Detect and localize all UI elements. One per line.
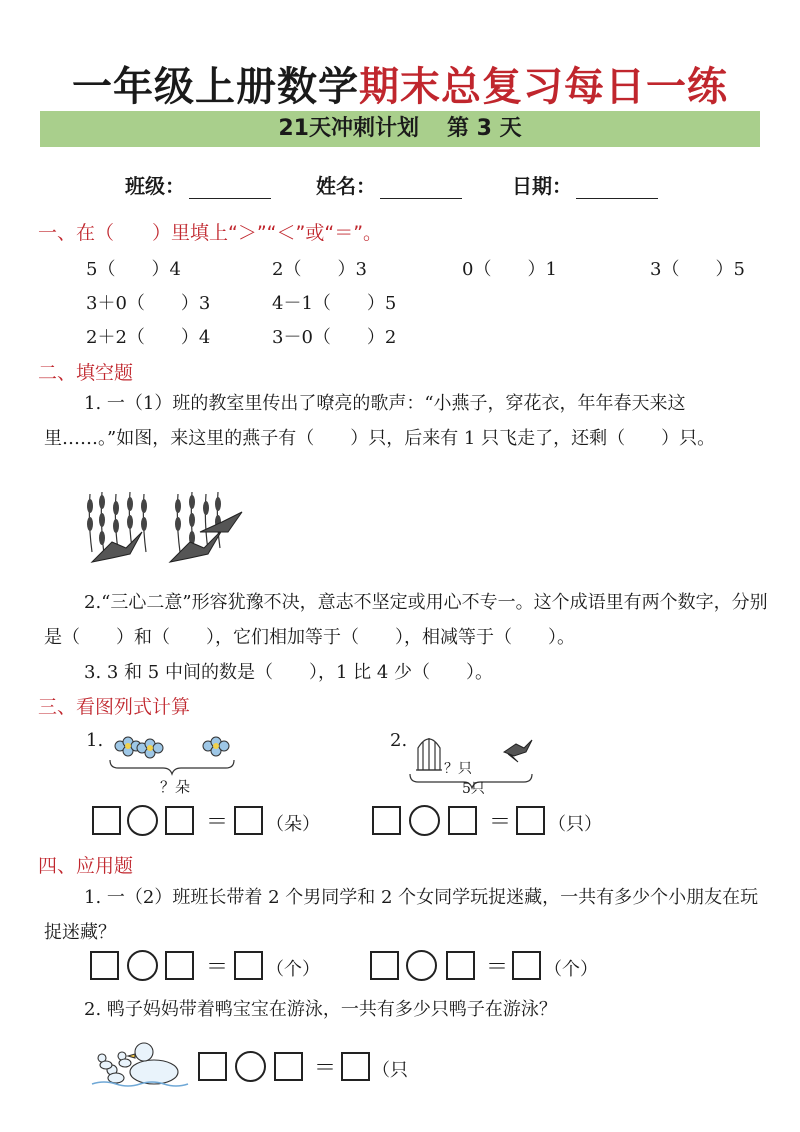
date-blank[interactable] — [576, 178, 658, 199]
s4-q1: 1. 一（2）班班长带着 2 个男同学和 2 个女同学玩捉迷藏，一共有多少个小朋友在玩捉迷藏？ — [44, 887, 759, 943]
plan-banner — [40, 111, 760, 147]
class-blank[interactable] — [189, 178, 271, 199]
answer-box[interactable] — [90, 951, 119, 980]
answer-box[interactable] — [516, 806, 545, 835]
s3-q2-unit: （只） — [548, 814, 602, 835]
answer-box[interactable] — [370, 951, 399, 980]
s4-q1-unit-b: （个） — [544, 959, 598, 980]
date-label: 日期： — [512, 174, 572, 198]
operator-circle[interactable] — [235, 1051, 266, 1082]
s1-item: 3（ ）5 — [650, 259, 745, 280]
s1-item: 2（ ）3 — [272, 259, 367, 280]
answer-box[interactable] — [372, 806, 401, 835]
name-label: 姓名： — [316, 174, 376, 198]
answer-box[interactable] — [92, 806, 121, 835]
operator-circle[interactable] — [409, 805, 440, 836]
answer-box[interactable] — [341, 1052, 370, 1081]
s4-q2-unit: （只 — [372, 1060, 408, 1081]
equals-sign: ＝ — [489, 810, 512, 835]
s3-q2-number: 2. — [390, 730, 408, 751]
s2-q2: 2.“三心二意”形容犹豫不决，意志不坚定或用心不专一。这个成语里有两个数字，分别是（ ）和（ ），它们相加等于（ ），相减等于（ ）。 — [44, 592, 768, 648]
class-label: 班级： — [125, 174, 185, 198]
answer-box[interactable] — [446, 951, 475, 980]
class-field — [125, 170, 271, 199]
s1-item: 3－0（ ）2 — [272, 327, 397, 348]
s1-item: 4－1（ ）5 — [272, 293, 397, 314]
answer-box[interactable] — [165, 806, 194, 835]
s3-q1-number: 1. — [86, 730, 104, 751]
s3-q1-unit: （朵） — [266, 814, 320, 835]
operator-circle[interactable] — [127, 805, 158, 836]
s3-q2-brace-left: ？只 — [444, 761, 472, 777]
ducks-image — [92, 1036, 188, 1090]
answer-box[interactable] — [512, 951, 541, 980]
equals-sign: ＝ — [206, 810, 229, 835]
s1-item: 5（ ）4 — [86, 259, 181, 280]
banner-day: 第 3 天 — [446, 116, 522, 141]
answer-box[interactable] — [234, 951, 263, 980]
page-title — [0, 55, 800, 112]
date-field — [512, 170, 658, 199]
s3-q2-brace-total: 5只 — [462, 781, 485, 797]
s4-q1-unit-a: （个） — [266, 959, 320, 980]
section3-heading: 三、看图列式计算 — [38, 696, 191, 718]
section2-heading: 二、填空题 — [38, 362, 134, 384]
s2-q1: 1. 一（1）班的教室里传出了嘹亮的歌声：“小燕子，穿花衣，年年春天来这里……。”如图，来这里的燕子有（ ）只，后来有 1 只飞走了，还剩（ ）只。 — [44, 393, 716, 449]
answer-box[interactable] — [448, 806, 477, 835]
s1-item: 3＋0（ ）3 — [86, 293, 211, 314]
banner-plan: 21天冲刺计划 — [278, 116, 419, 141]
operator-circle[interactable] — [406, 950, 437, 981]
s4-q2: 2. 鸭子妈妈带着鸭宝宝在游泳，一共有多少只鸭子在游泳？ — [84, 999, 557, 1020]
s3-q1-brace-label: ？朵 — [160, 778, 191, 796]
operator-circle[interactable] — [127, 950, 158, 981]
answer-box[interactable] — [274, 1052, 303, 1081]
willow-swallows-image — [82, 492, 252, 570]
section1-heading: 一、在（ ）里填上“＞”“＜”或“＝”。 — [38, 222, 383, 244]
title-red: 期末总复习每日一练 — [359, 64, 728, 110]
s1-item: 0（ ）1 — [462, 259, 557, 280]
section4-heading: 四、应用题 — [38, 855, 134, 877]
s1-item: 2＋2（ ）4 — [86, 327, 211, 348]
equals-sign: ＝ — [314, 1056, 337, 1081]
name-blank[interactable] — [380, 178, 462, 199]
title-black: 一年级上册数学 — [72, 64, 359, 110]
answer-box[interactable] — [198, 1052, 227, 1081]
equals-sign: ＝ — [486, 955, 509, 980]
answer-box[interactable] — [234, 806, 263, 835]
name-field — [316, 170, 462, 199]
equals-sign: ＝ — [206, 955, 229, 980]
answer-box[interactable] — [165, 951, 194, 980]
s2-q3: 3. 3 和 5 中间的数是（ ），1 比 4 少（ ）。 — [84, 662, 494, 683]
